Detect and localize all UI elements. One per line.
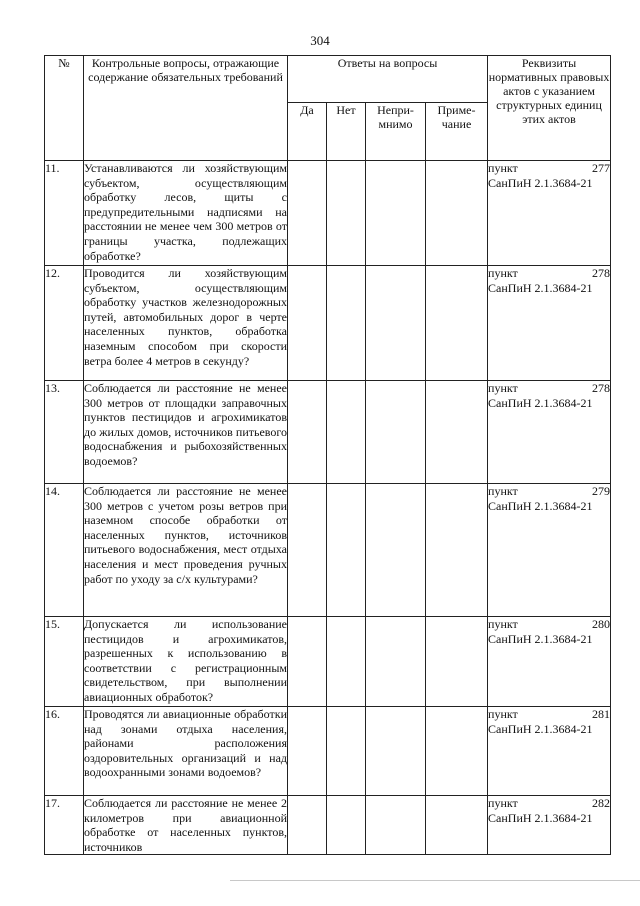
row-number: 16.	[45, 707, 84, 796]
row-number: 17.	[45, 796, 84, 855]
header-number: №	[45, 56, 84, 161]
row-requisites	[488, 381, 611, 484]
requisite-act: СанПиН 2.1.3684-21	[488, 395, 593, 410]
requisite-label: пункт	[488, 161, 518, 175]
answer-yes-cell[interactable]	[288, 796, 327, 855]
requisite-act: СанПиН 2.1.3684-21	[488, 631, 593, 646]
row-question: Соблюдается ли расстояние не менее 2 километров при авиационной обработке от населенных пунктов, источников	[84, 796, 287, 854]
answer-not-applicable-cell[interactable]	[366, 484, 426, 617]
requisite-label: пункт	[488, 266, 518, 280]
table-row	[45, 484, 611, 617]
row-requisites	[488, 266, 611, 381]
answer-yes-cell[interactable]	[288, 617, 327, 707]
answer-no-cell[interactable]	[327, 381, 366, 484]
answer-yes-cell[interactable]	[288, 161, 327, 266]
requisite-act: СанПиН 2.1.3684-21	[488, 280, 593, 295]
table-header	[45, 56, 611, 161]
table-row	[45, 796, 611, 855]
requisite-label: пункт	[488, 381, 518, 395]
table-row	[45, 617, 611, 707]
requisite-number: 278	[592, 381, 611, 395]
requisite-act: СанПиН 2.1.3684-21	[488, 175, 593, 190]
table-body	[45, 161, 611, 855]
row-number: 11.	[45, 161, 84, 266]
answer-no-cell[interactable]	[327, 161, 366, 266]
row-requisites	[488, 617, 611, 707]
table-row	[45, 707, 611, 796]
header-yes: Да	[288, 103, 327, 161]
requisite-act: СанПиН 2.1.3684-21	[488, 810, 593, 825]
answer-note-cell[interactable]	[426, 266, 488, 381]
requisite-act: СанПиН 2.1.3684-21	[488, 721, 593, 736]
row-question: Проводится ли хозяйствующим субъектом, осуществляющим обработку участков железнодорожных путей, автомобильных дорог в черте населенных пунктов, обработка наземным способом при скорости ветра более 4 метров в секунду?	[84, 266, 288, 381]
requisite-label: пункт	[488, 707, 518, 721]
row-question: Соблюдается ли расстояние не менее 300 метров от площадки заправочных пунктов пестицидов и агрохимикатов до жилых домов, источников питьевого водоснабжения и рыбохозяйственных водоемов?	[84, 381, 288, 484]
answer-not-applicable-cell[interactable]	[366, 266, 426, 381]
answer-not-applicable-cell[interactable]	[366, 161, 426, 266]
answer-not-applicable-cell[interactable]	[366, 796, 426, 855]
answer-note-cell[interactable]	[426, 381, 488, 484]
answer-yes-cell[interactable]	[288, 707, 327, 796]
header-control-questions: Контрольные вопросы, отражающие содержание обязательных требований	[84, 56, 288, 161]
row-question: Проводятся ли авиационные обработки над зонами отдыха населения, районами расположения оздоровительных организаций и над водоохранными зонами водоемов?	[84, 707, 288, 796]
header-not-applicable: Непри-мнимо	[366, 103, 426, 161]
requisite-number: 282	[592, 796, 611, 810]
row-number: 13.	[45, 381, 84, 484]
answer-note-cell[interactable]	[426, 161, 488, 266]
answer-note-cell[interactable]	[426, 796, 488, 855]
answer-no-cell[interactable]	[327, 796, 366, 855]
checklist-table	[44, 55, 611, 855]
row-requisites	[488, 707, 611, 796]
table-row	[45, 266, 611, 381]
answer-yes-cell[interactable]	[288, 381, 327, 484]
row-number: 15.	[45, 617, 84, 707]
answer-not-applicable-cell[interactable]	[366, 707, 426, 796]
requisite-number: 278	[592, 266, 611, 280]
row-requisites	[488, 484, 611, 617]
answer-no-cell[interactable]	[327, 617, 366, 707]
requisite-label: пункт	[488, 484, 518, 498]
answer-note-cell[interactable]	[426, 707, 488, 796]
answer-no-cell[interactable]	[327, 484, 366, 617]
requisite-number: 281	[592, 707, 611, 721]
answer-no-cell[interactable]	[327, 707, 366, 796]
row-number: 12.	[45, 266, 84, 381]
answer-note-cell[interactable]	[426, 484, 488, 617]
row-question: Допускается ли использование пестицидов и агрохимикатов, разрешенных к использованию в соответствии с регистрационным свидетельством, при выполнении авиационных обработок?	[84, 617, 288, 707]
row-number: 14.	[45, 484, 84, 617]
table-row	[45, 161, 611, 266]
row-question: Устанавливаются ли хозяйствующим субъектом, осуществляющим обработку лесов, щиты с предупредительными надписями на расстоянии не менее чем 300 метров от границы участка, подлежащих обработке?	[84, 161, 288, 266]
answer-yes-cell[interactable]	[288, 266, 327, 381]
header-note: Приме-чание	[426, 103, 488, 161]
table-row	[45, 381, 611, 484]
answer-not-applicable-cell[interactable]	[366, 381, 426, 484]
requisite-number: 277	[592, 161, 611, 175]
row-requisites	[488, 796, 611, 855]
requisite-label: пункт	[488, 796, 518, 810]
answer-not-applicable-cell[interactable]	[366, 617, 426, 707]
answer-yes-cell[interactable]	[288, 484, 327, 617]
requisite-act: СанПиН 2.1.3684-21	[488, 498, 593, 513]
answer-no-cell[interactable]	[327, 266, 366, 381]
header-no: Нет	[327, 103, 366, 161]
header-answers: Ответы на вопросы	[288, 56, 488, 103]
requisite-number: 279	[592, 484, 611, 498]
requisite-number: 280	[592, 617, 611, 631]
scan-edge	[230, 880, 640, 906]
row-requisites	[488, 161, 611, 266]
requisite-label: пункт	[488, 617, 518, 631]
answer-note-cell[interactable]	[426, 617, 488, 707]
page-number: 304	[310, 33, 330, 48]
header-requisites: Реквизиты нормативных правовых актов с указанием структурных единиц этих актов	[488, 56, 611, 161]
row-question: Соблюдается ли расстояние не менее 300 метров с учетом розы ветров при наземном способе обработки от населенных пунктов, источников питьевого водоснабжения, мест отдыха населения и мест проведения ручных работ по уходу за с/х культурами?	[84, 484, 288, 617]
